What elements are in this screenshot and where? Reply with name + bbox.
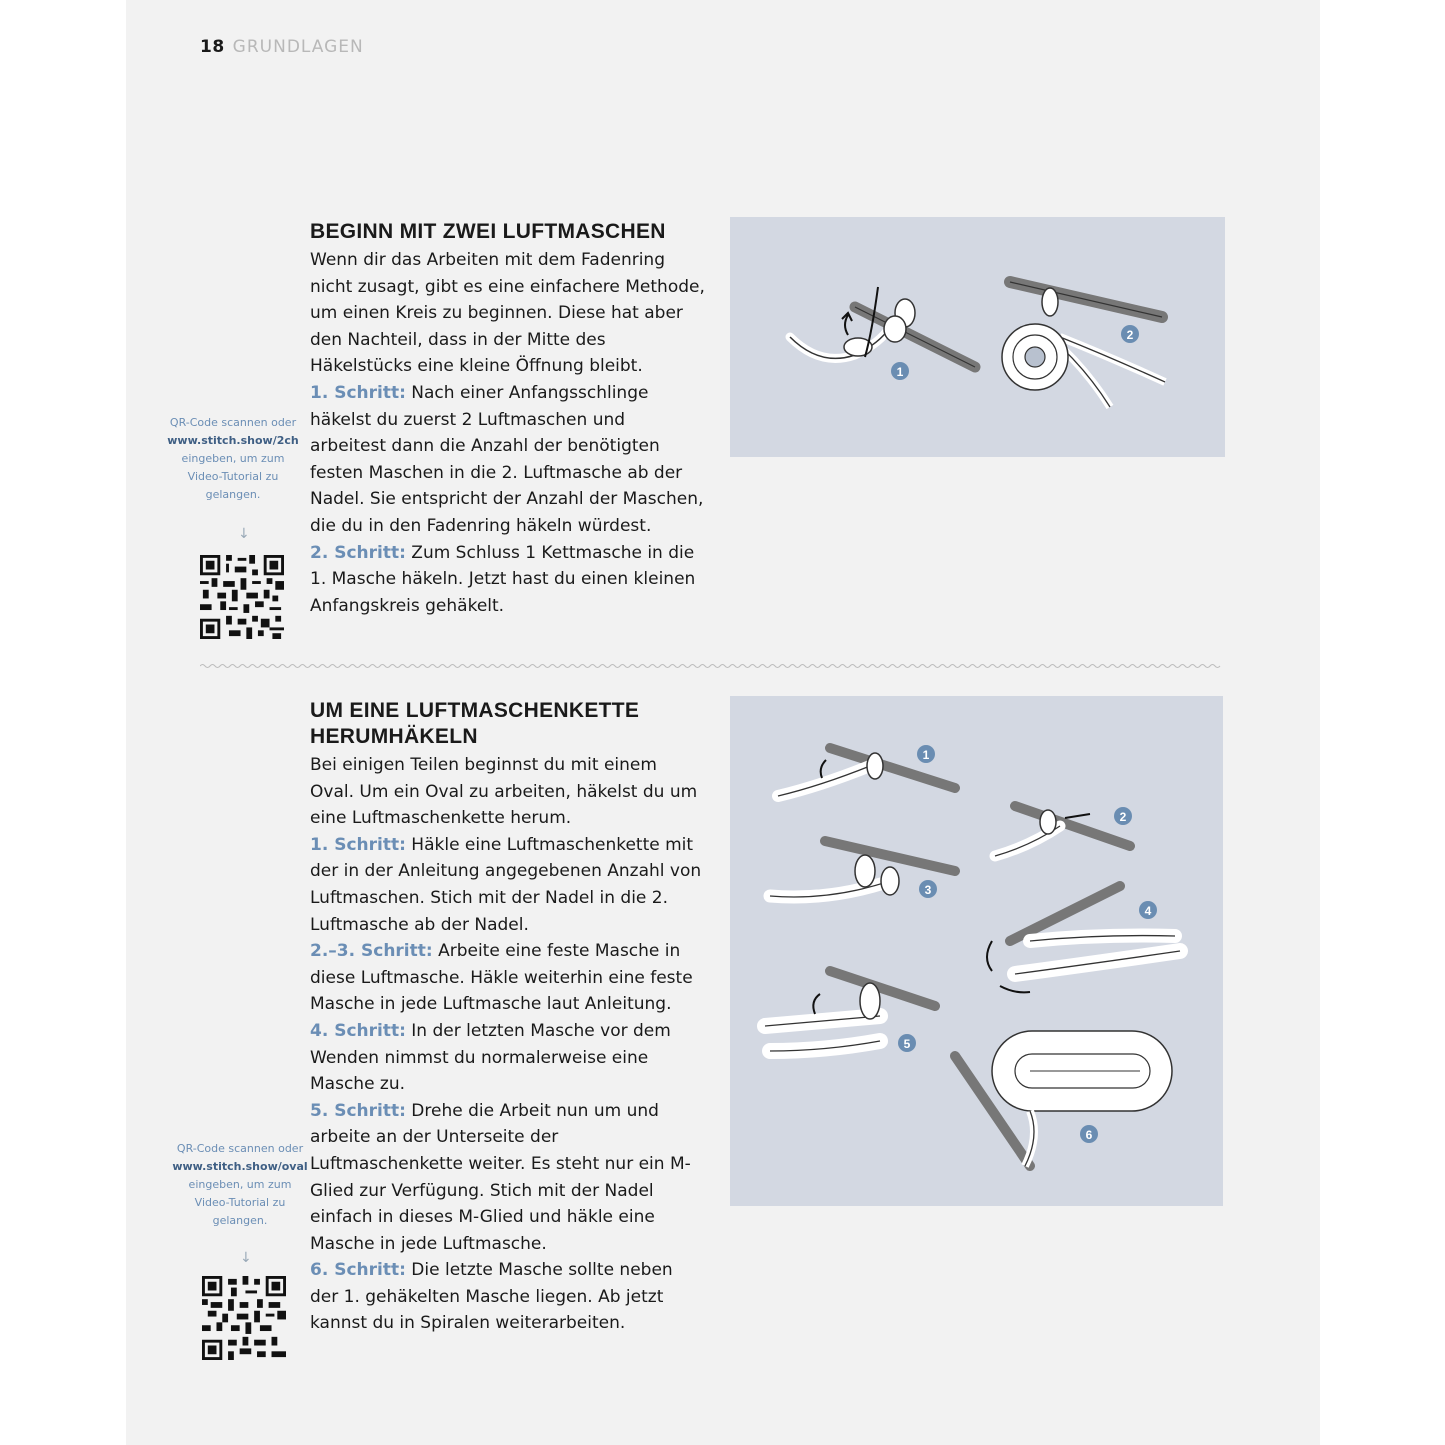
step-paragraph xyxy=(310,938,705,1018)
section-title: BEGINN MIT ZWEI LUFTMASCHEN xyxy=(310,220,666,243)
qr-note xyxy=(170,1140,310,1230)
step-label: 5. Schritt: xyxy=(310,1100,406,1121)
section-body xyxy=(310,752,705,1337)
qr-code[interactable] xyxy=(200,555,284,639)
intro-text: Bei einigen Teilen beginnst du mit einem Oval. Um ein Oval zu arbeiten, häkelst du um eine Luftmaschenkette herum. xyxy=(310,755,698,829)
step-label: 1. Schritt: xyxy=(310,382,406,403)
step-label: 6. Schritt: xyxy=(310,1260,406,1281)
qr-note-post: eingeben, um zum Video-Tutorial zu gelangen. xyxy=(181,452,285,501)
step-badge-label: 1 xyxy=(922,748,930,762)
section-divider xyxy=(200,662,1222,670)
step-badge-label: 1 xyxy=(896,365,904,379)
illustration-oval xyxy=(730,696,1223,1206)
qr-code[interactable] xyxy=(202,1276,286,1360)
step-badge-label: 3 xyxy=(924,883,932,897)
step-label: 4. Schritt: xyxy=(310,1020,406,1041)
qr-note-pre: QR-Code scannen oder xyxy=(176,1142,304,1155)
section-two-chains xyxy=(310,219,705,619)
step-paragraph xyxy=(310,540,705,620)
step-label: 2. Schritt: xyxy=(310,542,406,563)
step-badge-label: 2 xyxy=(1119,810,1127,824)
step-paragraph xyxy=(310,832,705,938)
step-badge-label: 2 xyxy=(1126,328,1134,342)
section-oval xyxy=(310,698,705,1337)
page-number: 18 xyxy=(200,37,225,57)
step-text: Drehe die Arbeit nun um und arbeite an der Unterseite der Luftmaschenkette weiter. Es steht nur ein M-Glied zur Verfügung. Stich mit der Nadel einfach in dieses M-Glied und häkle eine Masche in jede Luftmasche. xyxy=(310,1100,691,1254)
page-header xyxy=(200,37,364,57)
section-body xyxy=(310,247,705,619)
illustration-two-chains xyxy=(730,217,1225,457)
step-label: 1. Schritt: xyxy=(310,834,406,855)
qr-note-url[interactable]: www.stitch.show/oval xyxy=(172,1160,308,1173)
section-title: UM EINE LUFTMASCHENKETTE HERUMHÄKELN xyxy=(310,699,640,748)
step-label: 2.–3. Schritt: xyxy=(310,941,433,962)
qr-note-url[interactable]: www.stitch.show/2ch xyxy=(167,434,299,447)
step-text: Arbeite eine feste Masche in diese Luftmasche. Häkle weiterhin eine feste Masche in jede Luftmasche laut Anleitung. xyxy=(310,941,693,1015)
qr-note-post: eingeben, um zum Video-Tutorial zu gelangen. xyxy=(188,1178,292,1227)
step-text: Zum Schluss 1 Kettmasche in die 1. Masche häkeln. Jetzt hast du einen kleinen Anfangskreis gehäkelt. xyxy=(310,542,696,616)
arrow-down-icon: ↓ xyxy=(238,526,250,542)
step-badge-label: 6 xyxy=(1085,1128,1093,1142)
step-text: Häkle eine Luftmaschenkette mit der in der Anleitung angegebenen Anzahl von Luftmaschen. Stich mit der Nadel in die 2. Luftmasche ab der Nadel. xyxy=(310,834,702,935)
section-name: GRUNDLAGEN xyxy=(232,37,364,57)
qr-note-pre: QR-Code scannen oder xyxy=(169,416,297,429)
step-badge-label: 4 xyxy=(1144,904,1152,918)
step-paragraph xyxy=(310,1018,705,1098)
step-paragraph xyxy=(310,1098,705,1258)
intro-text: Wenn dir das Arbeiten mit dem Fadenring nicht zusagt, gibt es eine einfachere Methode, um einen Kreis zu beginnen. Diese hat aber den Nachteil, dass in der Mitte des Häkelstücks eine kleine Öffnung bleibt. xyxy=(310,250,705,377)
arrow-down-icon: ↓ xyxy=(240,1250,252,1266)
step-badge-label: 5 xyxy=(903,1037,911,1051)
qr-note xyxy=(163,414,303,504)
step-paragraph xyxy=(310,380,705,540)
step-paragraph xyxy=(310,1257,705,1337)
step-text: Die letzte Masche sollte neben der 1. gehäkelten Masche liegen. Ab jetzt kannst du in Spiralen weiterarbeiten. xyxy=(310,1260,673,1334)
step-text: In der letzten Masche vor dem Wenden nimmst du normalerweise eine Masche zu. xyxy=(310,1020,671,1095)
step-text: Nach einer Anfangsschlinge häkelst du zuerst 2 Luftmaschen und arbeitest dann die Anzahl der benötigten festen Maschen in die 2. Luftmasche ab der Nadel. Sie entspricht der Anzahl der Maschen, die du in den Fadenring häkeln würdest. xyxy=(310,382,704,536)
